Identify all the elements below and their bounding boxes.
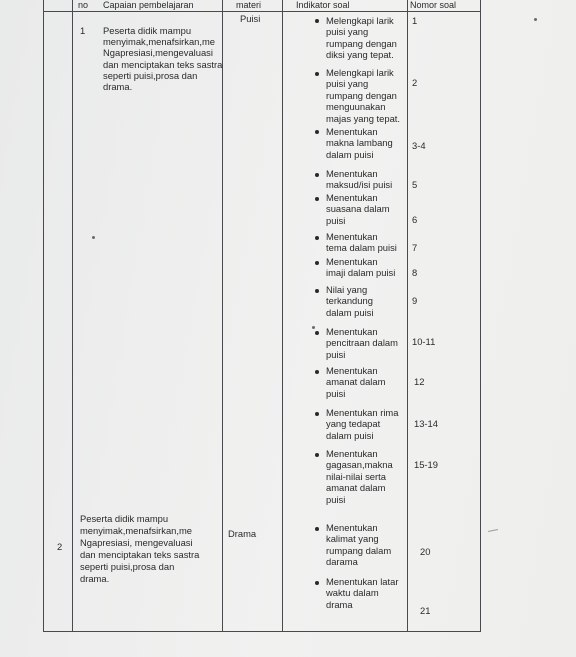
indicator-6-nomor: 7 <box>412 242 418 253</box>
indicator-11-nomor: 13-14 <box>414 418 438 429</box>
column-divider-no <box>72 0 73 632</box>
header-no: no <box>78 0 89 10</box>
table-bottom-border <box>43 631 481 632</box>
indicator-6-bullet <box>315 236 319 240</box>
table-right-border <box>480 0 481 632</box>
table-left-border <box>43 0 44 632</box>
column-divider-indikator <box>407 0 408 632</box>
indicator-7-nomor: 8 <box>412 267 418 278</box>
indicator-5-nomor: 6 <box>412 214 418 225</box>
column-divider-materi <box>282 0 283 632</box>
indicator-10-nomor: 12 <box>414 376 425 387</box>
indicator-8-nomor: 9 <box>412 295 418 306</box>
indicator-3-bullet <box>315 130 319 134</box>
indicator-14-bullet <box>315 581 319 585</box>
indicator-12-nomor: 15-19 <box>414 459 438 470</box>
row-2-materi: Drama <box>228 528 257 539</box>
indicator-1-bullet <box>315 19 319 23</box>
indicator-10-text: Menentukan amanat dalam puisi <box>326 365 386 399</box>
indicator-2-text: Melengkapi larik puisi yang rumpang dengan menguunakan majas yang tepat. <box>326 67 401 124</box>
indicator-8-bullet <box>315 289 319 293</box>
paper-speck <box>312 326 315 329</box>
indicator-2-bullet <box>315 72 319 76</box>
indicator-7-text: Menentukan imaji dalam puisi <box>326 256 396 279</box>
header-nomor-soal: Nomor soal <box>410 0 457 10</box>
indicator-5-bullet <box>315 197 319 201</box>
indicator-13-bullet <box>315 527 319 531</box>
indicator-14-nomor: 21 <box>420 605 431 616</box>
indicator-8-text: Nilai yang terkandung dalam puisi <box>326 284 374 318</box>
column-divider-capaian <box>222 0 223 632</box>
row-1-capaian: Peserta didik mampu menyimak,menafsirkan,me Ngapresiasi,mengevaluasi dan menciptakan teks sastra seperti puisi,prosa dan drama. <box>103 25 223 93</box>
header-capaian-pembelajaran: Capaian pembelajaran <box>103 0 194 10</box>
indicator-4-text: Menentukan maksud/isi puisi <box>326 168 393 191</box>
paper-speck <box>92 236 95 239</box>
indicator-11-text: Menentukan rima yang tedapat dalam puisi <box>326 407 399 441</box>
header-indikator-soal: Indikator soal <box>296 0 350 10</box>
indicator-1-nomor: 1 <box>412 15 418 26</box>
indicator-11-bullet <box>315 412 319 416</box>
indicator-5-text: Menentukan suasana dalam puisi <box>326 192 390 226</box>
row-2-capaian: Peserta didik mampu menyimak,menafsirkan,me Ngapresiasi, mengevaluasi dan menciptakan teks sastra seperti puisi,prosa dan drama. <box>80 513 200 584</box>
row-1-materi: Puisi <box>240 13 261 24</box>
indicator-4-bullet <box>315 173 319 177</box>
indicator-9-nomor: 10-11 <box>412 336 436 347</box>
header-materi: materi <box>236 0 262 10</box>
indicator-13-nomor: 20 <box>420 546 431 557</box>
indicator-9-bullet <box>315 331 319 335</box>
indicator-1-text: Melengkapi larik puisi yang rumpang dengan diksi yang tepat. <box>326 15 397 61</box>
indicator-9-text: Menentukan pencitraan dalam puisi <box>326 326 398 360</box>
indicator-2-nomor: 2 <box>412 77 418 88</box>
indicator-13-text: Menentukan kalimat yang rumpang dalam darama <box>326 522 392 568</box>
indicator-14-text: Menentukan latar waktu dalam drama <box>326 576 399 610</box>
pen-stroke <box>488 528 498 533</box>
indicator-10-bullet <box>315 370 319 374</box>
indicator-3-nomor: 3-4 <box>412 140 426 151</box>
indicator-12-text: Menentukan gagasan,makna nilai-nilai serta amanat dalam puisi <box>326 448 393 505</box>
indicator-12-bullet <box>315 453 319 457</box>
row-1-number: 1 <box>80 25 86 36</box>
indicator-3-text: Menentukan makna lambang dalam puisi <box>326 126 393 160</box>
indicator-7-bullet <box>315 261 319 265</box>
paper-speck <box>534 18 537 21</box>
indicator-6-text: Menentukan tema dalam puisi <box>326 231 397 254</box>
indicator-4-nomor: 5 <box>412 179 418 190</box>
row-2-number: 2 <box>57 541 63 552</box>
